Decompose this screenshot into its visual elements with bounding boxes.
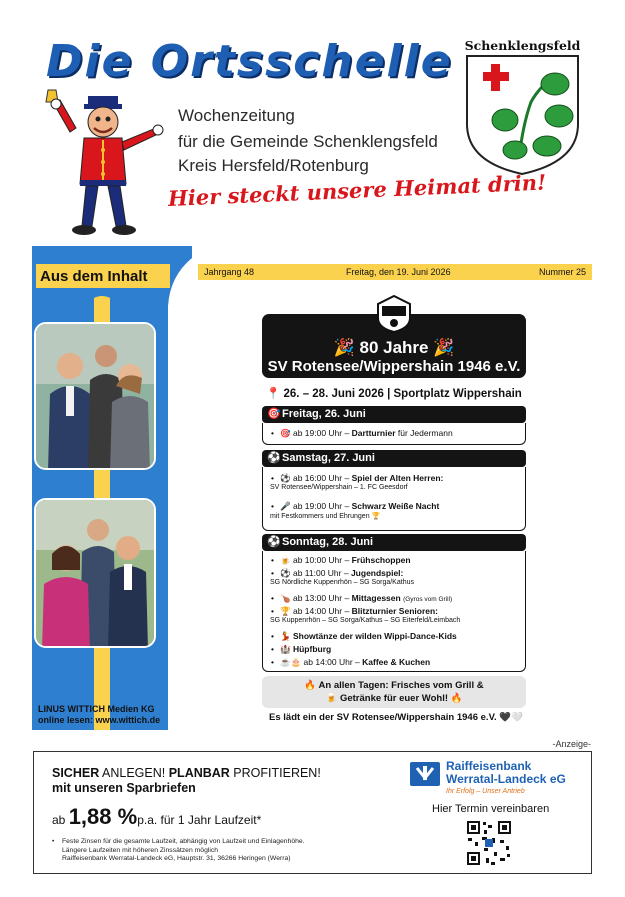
event-item: • 💃 Showtänze der wilden Wippi-Dance-Kids	[271, 631, 457, 641]
sidebar-photo-1[interactable]	[34, 322, 156, 470]
event-item: • ⚽ ab 16:00 Uhr – Spiel der Alten Herren: SV Rotensee/Wippershain – 1. FC Geesdorf	[270, 473, 444, 491]
town-crier-mascot-icon	[36, 88, 166, 240]
event-item: • ⚽ ab 11:00 Uhr – Jugendspiel: SG Nördliche Kuppenrhön – SG Sorga/Kathus	[270, 568, 414, 586]
day-box-saturday	[262, 467, 526, 531]
subtitle-weekly: Wochenzeitung	[178, 106, 295, 125]
event-item: • 🎤 ab 19:00 Uhr – Schwarz Weiße Nacht mit Festkommers und Ehrungen 🏆	[270, 501, 440, 520]
crest-label: Schenklengsfeld	[464, 38, 581, 53]
subtitle-municipality: für die Gemeinde Schenklengsfeld	[178, 132, 438, 151]
ad-fine-print: • Feste Zinsen für die gesamte Laufzeit, abhängig von Laufzeit und Einlagenhöhe. Längere Laufzeiten mit höheren Zinssätzen möglich Raiffeisenbank Werratal-Landeck eG, Hauptstr. 31, 36266 Heringen (Werra)	[52, 838, 305, 864]
sidebar-contents	[32, 246, 192, 730]
qr-code-icon[interactable]	[466, 820, 512, 866]
masthead	[0, 0, 625, 245]
sidebar-photo-2[interactable]	[34, 498, 156, 648]
day-box-friday	[262, 423, 526, 445]
interest-rate: ab 1,88 %p.a. für 1 Jahr Laufzeit*	[52, 804, 262, 829]
poster-when: 📍 26. – 28. Juni 2026 | Sportplatz Wippershain	[266, 388, 522, 400]
all-days-note: 🔥 An allen Tagen: Frisches vom Grill & 🍺 Getränke für euer Wohl! 🔥	[262, 676, 526, 708]
poster-header	[262, 314, 526, 378]
publisher-note	[38, 704, 160, 726]
slogan: Hier steckt unsere Heimat drin!	[167, 169, 547, 211]
event-item: • 🏰 Hüpfburg	[271, 644, 332, 654]
volume: Jahrgang 48	[204, 267, 255, 277]
event-poster	[248, 292, 544, 730]
event-item: • 🍗 ab 13:00 Uhr – Mittagessen (Gyros vom Grill)	[271, 593, 453, 603]
sidebar-heading: Aus dem Inhalt	[40, 268, 148, 285]
appointment-link[interactable]: Hier Termin vereinbaren	[432, 803, 550, 815]
event-item: • 🏆 ab 14:00 Uhr – Blitzturnier Senioren: SG Kuppenrhön – SG Sorga/Kathus – SG Eiterfeld/Leimbach	[270, 606, 461, 624]
issue-date: Freitag, den 19. Juni 2026	[346, 267, 451, 277]
publisher-website[interactable]: online lesen: www.wittich.de	[38, 715, 161, 725]
soccer-ball-icon: ⚽	[267, 536, 281, 548]
soccer-ball-icon: ⚽	[267, 452, 281, 464]
poster-title: 🎉 80 Jahre 🎉	[333, 338, 455, 357]
group-photo-image	[36, 324, 156, 470]
bank-logo-icon	[410, 762, 440, 786]
event-item: • 🎯 ab 19:00 Uhr – Dartturnier für Jedermann	[271, 428, 453, 438]
beer-icon: 🍺	[280, 555, 291, 565]
ad-headline: SICHER ANLEGEN! PLANBAR PROFITIEREN! mit unseren Sparbriefen	[52, 766, 321, 795]
subtitle-district: Kreis Hersfeld/Rotenburg	[178, 156, 369, 175]
castle-icon: 🏰	[280, 644, 291, 654]
dart-icon: 🎯	[267, 408, 281, 420]
poster-club: SV Rotensee/Wippershain 1946 e.V.	[267, 358, 521, 375]
event-item: • 🍺 ab 10:00 Uhr – Frühschoppen	[271, 555, 411, 565]
advertisement-tag: -Anzeige-	[552, 739, 591, 749]
day-heading-friday: 🎯 Freitag, 26. Juni	[262, 406, 526, 423]
day-box-sunday	[262, 551, 526, 672]
issue-info-bar	[198, 264, 592, 280]
bank-name: Raiffeisenbank Werratal-Landeck eG	[446, 759, 566, 786]
publisher-name: LINUS WITTICH Medien KG	[38, 704, 155, 714]
sidebar-background	[32, 246, 192, 730]
soccer-ball-icon: ⚽	[280, 473, 291, 483]
shield-icon	[461, 54, 584, 176]
coat-of-arms	[461, 38, 584, 176]
newspaper-title: Die Ortsschelle	[46, 36, 453, 87]
day-heading-sunday: ⚽ Sonntag, 28. Juni	[262, 534, 526, 551]
dancer-icon: 💃	[280, 631, 291, 641]
bank-claim: Ihr Erfolg – Unser Antrieb	[446, 788, 525, 795]
microphone-icon: 🎤	[280, 501, 291, 511]
invitation-line: Es lädt ein der SV Rotensee/Wippershain 1946 e.V. 🖤🤍	[269, 712, 523, 723]
coffee-cake-icon: ☕🎂	[280, 657, 302, 667]
bank-advertisement[interactable]	[33, 751, 592, 874]
dart-icon: 🎯	[280, 428, 291, 438]
group-photo-image	[36, 500, 156, 648]
day-heading-saturday: ⚽ Samstag, 27. Juni	[262, 450, 526, 467]
trophy-icon: 🏆	[280, 606, 291, 616]
soccer-ball-icon: ⚽	[280, 568, 291, 578]
club-badge-icon	[374, 294, 414, 334]
drumstick-icon: 🍗	[280, 593, 291, 603]
issue-number: Nummer 25	[538, 267, 586, 277]
event-item: • ☕🎂 ab 14:00 Uhr – Kaffee & Kuchen	[271, 657, 431, 667]
